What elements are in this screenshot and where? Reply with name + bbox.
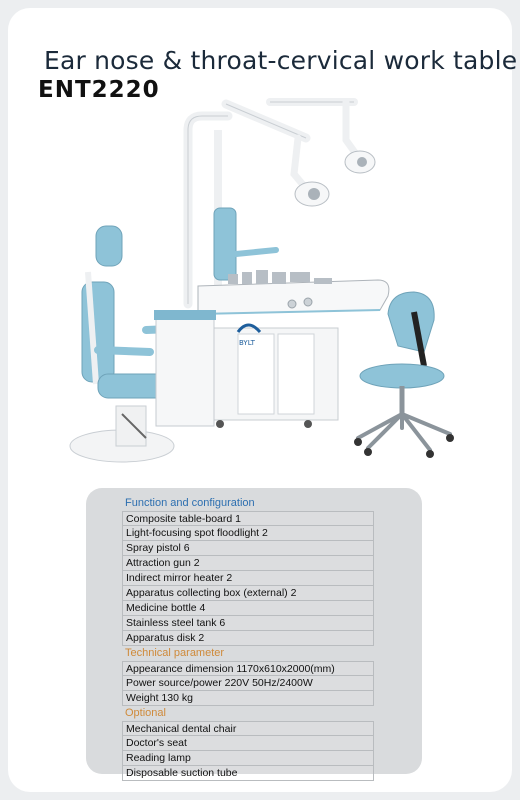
spec-row: Indirect mirror heater 2 [122, 571, 374, 586]
lamp-head [345, 151, 375, 173]
section-title-function: Function and configuration [125, 497, 255, 509]
work-table [198, 270, 389, 428]
lamp-head [295, 182, 329, 206]
spec-row: Mechanical dental chair [122, 721, 374, 736]
doctor-stool [354, 292, 454, 458]
model-number: ENT2220 [38, 77, 160, 103]
spec-row: Composite table-board 1 [122, 511, 374, 526]
spec-row: Doctor's seat [122, 736, 374, 751]
section-title-optional: Optional [125, 707, 166, 719]
spec-row: Power source/power 220V 50Hz/2400W [122, 676, 374, 691]
spec-panel [86, 488, 422, 779]
spec-row: Appearance dimension 1170x610x2000(mm) [122, 661, 374, 676]
spec-row: Disposable suction tube [122, 766, 374, 781]
spec-row: Reading lamp [122, 751, 374, 766]
spec-row: Light-focusing spot floodlight 2 [122, 526, 374, 541]
product-card [8, 8, 518, 792]
spec-row: Spray pistol 6 [122, 541, 374, 556]
section-title-technical: Technical parameter [125, 647, 225, 659]
spec-row: Medicine bottle 4 [122, 601, 374, 616]
spec-row: Apparatus collecting box (external) 2 [122, 586, 374, 601]
collecting-box [154, 310, 216, 426]
back-chair [214, 208, 276, 280]
spec-list [122, 496, 374, 781]
spec-row: Stainless steel tank 6 [122, 616, 374, 631]
spec-row: Weight 130 kg [122, 691, 374, 706]
page-title: Ear nose & throat-cervical work table [44, 46, 518, 75]
spec-row: Attraction gun 2 [122, 556, 374, 571]
product-illustration [58, 94, 478, 474]
spec-row: Apparatus disk 2 [122, 631, 374, 646]
svg-text:BYLT: BYLT [239, 339, 255, 347]
